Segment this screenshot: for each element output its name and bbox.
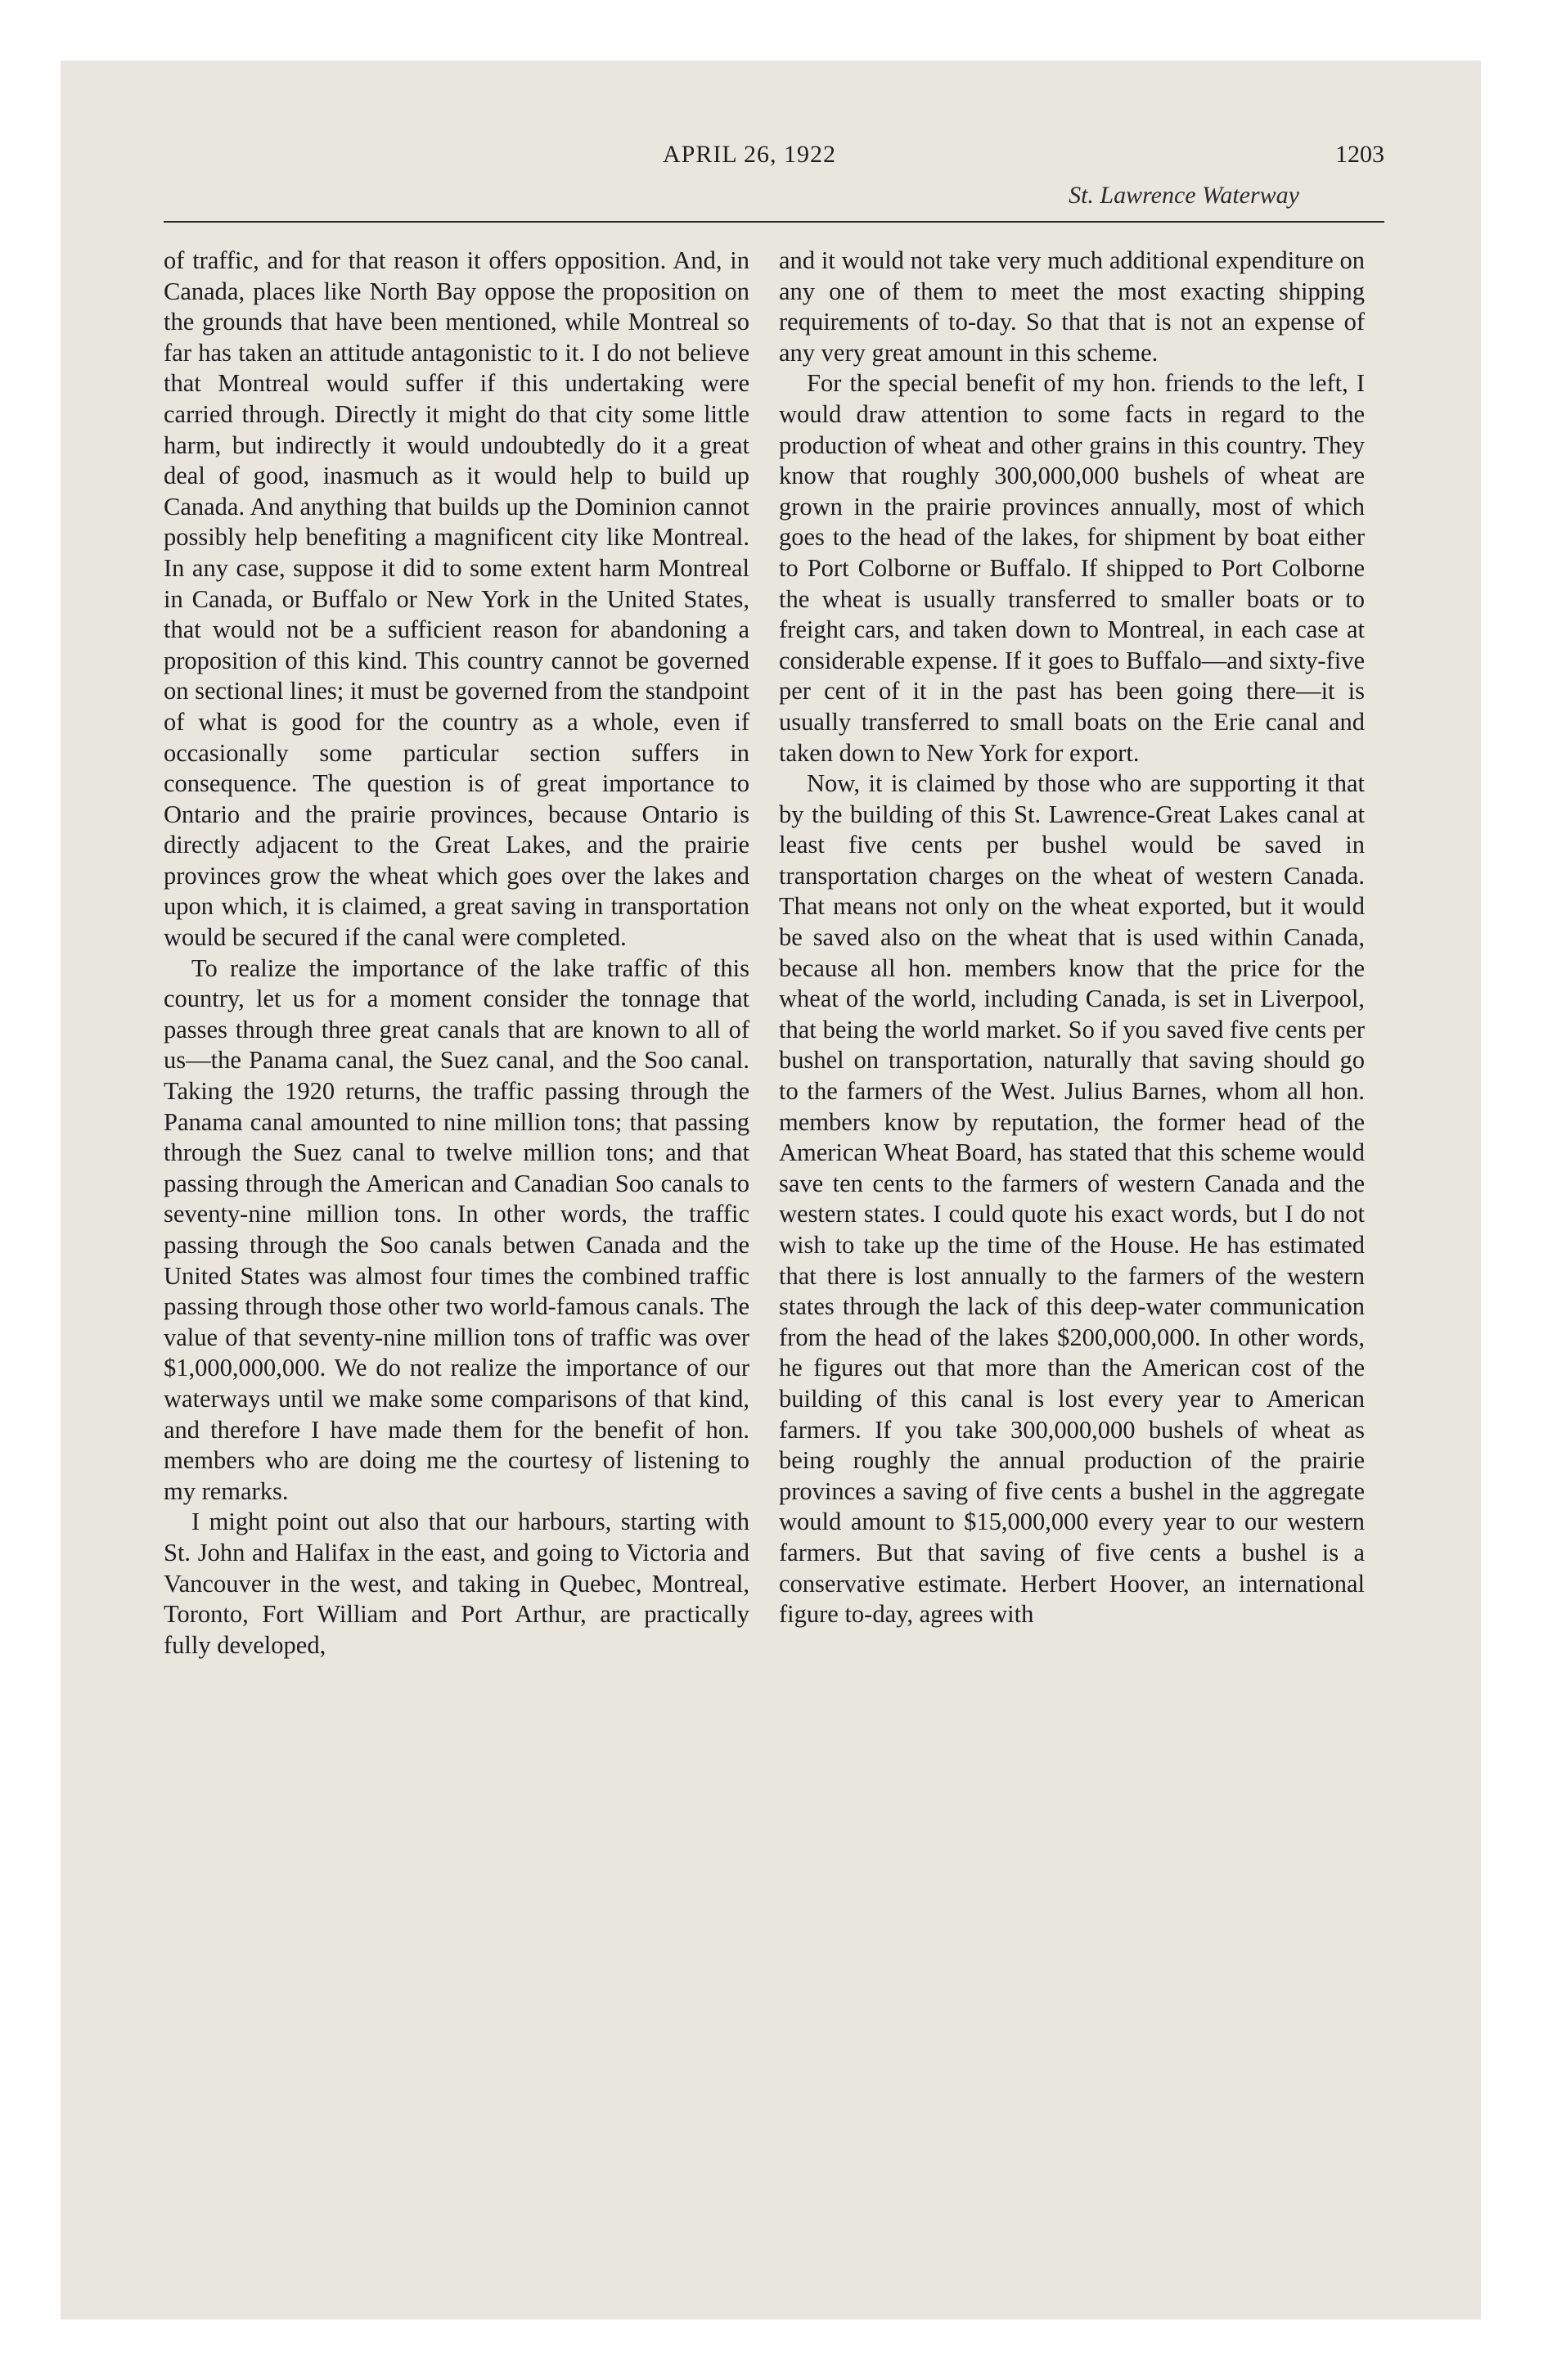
running-title: St. Lawrence Waterway <box>1069 182 1299 209</box>
paragraph: and it would not take very much additional expenditure on any one of them to meet the most exacting shipping requirements of to-day. So that that is not an expense of any very great amount in this scheme. <box>779 246 1365 367</box>
paragraph: Now, it is claimed by those who are supporting it that by the building of this St. Lawrence-Great Lakes canal at least five cents per bushel would be saved in transportation charges on the wheat of western Canada. That means not only on the wheat exported, but it would be saved also on the wheat that is used within Canada, because all hon. members know that the price for the wheat of the world, including Canada, is set in Liverpool, that being the world market. So if you saved five cents per bushel on transportation, naturally that saving should go to the farmers of the West. Julius Barnes, whom all hon. members know by reputation, the former head of the American Wheat Board, has stated that this scheme would save ten cents to the farmers of western Canada and the western states. I could quote his exact words, but I do not wish to take up the time of the House. He has estimated that there is lost annually to the farmers of the western states through the lack of this deep-water communication from the head of the lakes $200,000,000. In other words, he figures out that more than the American cost of the building of this canal is lost every year to American farmers. If you take 300,000,000 bushels of wheat as being roughly the annual production of the prairie provinces a saving of five cents a bushel in the aggregate would amount to $15,000,000 every year to our western farmers. But that saving of five cents a bushel is a conservative estimate. Herbert Hoover, an international figure to-day, agrees with <box>779 769 1365 1629</box>
page-number: 1203 <box>1335 141 1384 168</box>
page-header <box>164 141 1384 239</box>
issue-date: APRIL 26, 1922 <box>663 141 837 168</box>
paragraph: of traffic, and for that reason it offers opposition. And, in Canada, places like North Bay oppose the proposition on the grounds that have been mentioned, while Montreal so far has taken an attitude antagonistic to it. I do not believe that Montreal would suffer if this undertaking were carried through. Directly it might do that city some little harm, but indirectly it would undoubtedly do it a great deal of good, inasmuch as it would help to build up Canada. And anything that builds up the Dominion cannot possibly help benefiting a magnificent city like Montreal. In any case, suppose it did to some extent harm Montreal in Canada, or Buffalo or New York in the United States, that would not be a sufficient reason for abandoning a proposition of this kind. This country cannot be governed on sectional lines; it must be governed from the standpoint of what is good for the country as a whole, even if occasionally some particular section suffers in consequence. The question is of great importance to Ontario and the prairie provinces, because Ontario is directly adjacent to the Great Lakes, and the prairie provinces grow the wheat which goes over the lakes and upon which, it is claimed, a great saving in transportation would be secured if the canal were completed. <box>164 246 749 952</box>
paragraph: To realize the importance of the lake traffic of this country, let us for a moment consider the tonnage that passes through three great canals that are known to all of us—the Panama canal, the Suez canal, and the Soo canal. Taking the 1920 returns, the traffic passing through the Panama canal amounted to nine million tons; that passing through the Suez canal to twelve million tons; and that passing through the American and Canadian Soo canals to seventy-nine million tons. In other words, the traffic passing through the Soo canals betwen Canada and the United States was almost four times the combined traffic passing through those other two world-famous canals. The value of that seventy-nine million tons of traffic was over $1,000,000,000. We do not realize the importance of our waterways until we make some comparisons of that kind, and therefore I have made them for the benefit of hon. members who are doing me the courtesy of listening to my remarks. <box>164 953 749 1505</box>
paragraph: For the special benefit of my hon. friends to the left, I would draw attention to some facts in regard to the production of wheat and other grains in this country. They know that roughly 300,000,000 bushels of wheat are grown in the prairie provinces annually, most of which goes to the head of the lakes, for shipment by boat either to Port Colborne or Buffalo. If shipped to Port Colborne the wheat is usually transferred to smaller boats or to freight cars, and taken down to Montreal, in each case at considerable expense. If it goes to Buffalo—and sixty-five per cent of it in the past has been going there—it is usually transferred to small boats on the Erie canal and taken down to New York for export. <box>779 369 1365 767</box>
paragraph: I might point out also that our harbours, starting with St. John and Halifax in the east, and going to Victoria and Vancouver in the west, and taking in Quebec, Montreal, Toronto, Fort William and Port Arthur, are practically fully developed, <box>164 1508 749 1659</box>
right-column <box>779 246 1365 2185</box>
header-rule <box>164 221 1384 223</box>
left-column <box>164 246 749 2185</box>
